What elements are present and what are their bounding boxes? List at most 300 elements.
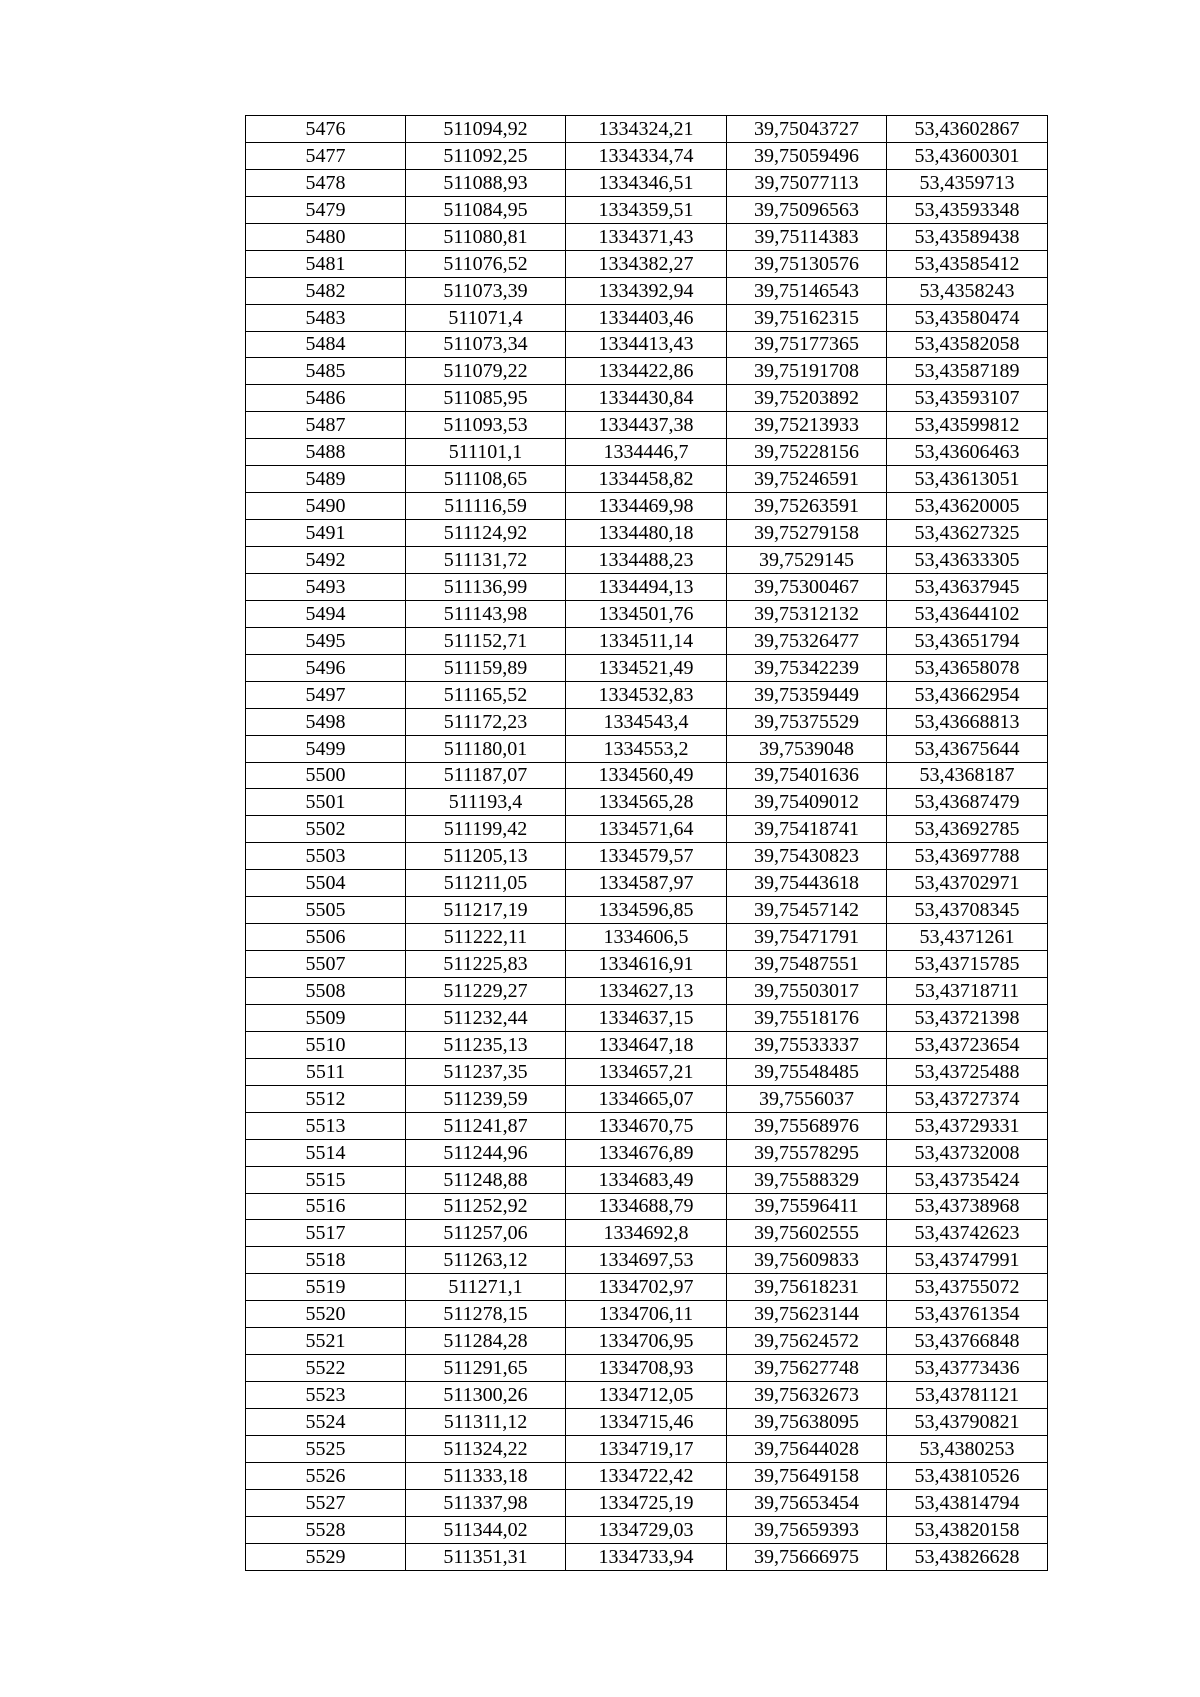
x-coordinate-cell: 511271,1 xyxy=(406,1274,566,1301)
table-row xyxy=(246,843,1048,870)
point-number-cell: 5524 xyxy=(246,1409,406,1436)
y-coordinate-cell: 1334565,28 xyxy=(566,789,727,816)
point-number-cell: 5480 xyxy=(246,223,406,250)
point-number-cell: 5483 xyxy=(246,304,406,331)
table-row xyxy=(246,816,1048,843)
y-coordinate-cell: 1334702,97 xyxy=(566,1274,727,1301)
latitude-cell: 53,43761354 xyxy=(887,1301,1048,1328)
x-coordinate-cell: 511333,18 xyxy=(406,1462,566,1489)
table-row xyxy=(246,1220,1048,1247)
table-row xyxy=(246,708,1048,735)
latitude-cell: 53,43585412 xyxy=(887,250,1048,277)
latitude-cell: 53,4371261 xyxy=(887,924,1048,951)
table-row xyxy=(246,897,1048,924)
y-coordinate-cell: 1334606,5 xyxy=(566,924,727,951)
point-number-cell: 5494 xyxy=(246,600,406,627)
x-coordinate-cell: 511152,71 xyxy=(406,627,566,654)
x-coordinate-cell: 511344,02 xyxy=(406,1516,566,1543)
y-coordinate-cell: 1334560,49 xyxy=(566,762,727,789)
point-number-cell: 5522 xyxy=(246,1355,406,1382)
table-row xyxy=(246,1328,1048,1355)
y-coordinate-cell: 1334437,38 xyxy=(566,412,727,439)
point-number-cell: 5487 xyxy=(246,412,406,439)
table-row xyxy=(246,412,1048,439)
latitude-cell: 53,43587189 xyxy=(887,358,1048,385)
table-row xyxy=(246,1139,1048,1166)
x-coordinate-cell: 511278,15 xyxy=(406,1301,566,1328)
latitude-cell: 53,4359713 xyxy=(887,169,1048,196)
y-coordinate-cell: 1334511,14 xyxy=(566,627,727,654)
latitude-cell: 53,43810526 xyxy=(887,1462,1048,1489)
latitude-cell: 53,43766848 xyxy=(887,1328,1048,1355)
latitude-cell: 53,43742623 xyxy=(887,1220,1048,1247)
coordinates-table-body xyxy=(246,116,1048,1571)
table-row xyxy=(246,169,1048,196)
latitude-cell: 53,43781121 xyxy=(887,1382,1048,1409)
point-number-cell: 5513 xyxy=(246,1112,406,1139)
x-coordinate-cell: 511092,25 xyxy=(406,142,566,169)
longitude-cell: 39,75246591 xyxy=(727,466,887,493)
point-number-cell: 5478 xyxy=(246,169,406,196)
table-row xyxy=(246,924,1048,951)
y-coordinate-cell: 1334706,11 xyxy=(566,1301,727,1328)
longitude-cell: 39,75228156 xyxy=(727,439,887,466)
y-coordinate-cell: 1334692,8 xyxy=(566,1220,727,1247)
longitude-cell: 39,75471791 xyxy=(727,924,887,951)
latitude-cell: 53,43725488 xyxy=(887,1058,1048,1085)
y-coordinate-cell: 1334413,43 xyxy=(566,331,727,358)
point-number-cell: 5521 xyxy=(246,1328,406,1355)
latitude-cell: 53,43738968 xyxy=(887,1193,1048,1220)
table-row xyxy=(246,304,1048,331)
y-coordinate-cell: 1334532,83 xyxy=(566,681,727,708)
longitude-cell: 39,75300467 xyxy=(727,573,887,600)
y-coordinate-cell: 1334670,75 xyxy=(566,1112,727,1139)
point-number-cell: 5507 xyxy=(246,951,406,978)
table-row xyxy=(246,789,1048,816)
y-coordinate-cell: 1334715,46 xyxy=(566,1409,727,1436)
y-coordinate-cell: 1334579,57 xyxy=(566,843,727,870)
latitude-cell: 53,43613051 xyxy=(887,466,1048,493)
latitude-cell: 53,43729331 xyxy=(887,1112,1048,1139)
table-row xyxy=(246,331,1048,358)
point-number-cell: 5499 xyxy=(246,735,406,762)
table-row xyxy=(246,1166,1048,1193)
latitude-cell: 53,43747991 xyxy=(887,1247,1048,1274)
x-coordinate-cell: 511073,39 xyxy=(406,277,566,304)
point-number-cell: 5529 xyxy=(246,1543,406,1570)
latitude-cell: 53,43702971 xyxy=(887,870,1048,897)
point-number-cell: 5512 xyxy=(246,1085,406,1112)
table-row xyxy=(246,142,1048,169)
x-coordinate-cell: 511094,92 xyxy=(406,116,566,143)
table-row xyxy=(246,1435,1048,1462)
longitude-cell: 39,75653454 xyxy=(727,1489,887,1516)
x-coordinate-cell: 511116,59 xyxy=(406,493,566,520)
y-coordinate-cell: 1334637,15 xyxy=(566,1004,727,1031)
x-coordinate-cell: 511252,92 xyxy=(406,1193,566,1220)
point-number-cell: 5503 xyxy=(246,843,406,870)
y-coordinate-cell: 1334469,98 xyxy=(566,493,727,520)
y-coordinate-cell: 1334725,19 xyxy=(566,1489,727,1516)
longitude-cell: 39,75263591 xyxy=(727,493,887,520)
x-coordinate-cell: 511088,93 xyxy=(406,169,566,196)
x-coordinate-cell: 511351,31 xyxy=(406,1543,566,1570)
latitude-cell: 53,43593107 xyxy=(887,385,1048,412)
latitude-cell: 53,43708345 xyxy=(887,897,1048,924)
x-coordinate-cell: 511337,98 xyxy=(406,1489,566,1516)
table-row xyxy=(246,358,1048,385)
point-number-cell: 5508 xyxy=(246,978,406,1005)
y-coordinate-cell: 1334494,13 xyxy=(566,573,727,600)
y-coordinate-cell: 1334708,93 xyxy=(566,1355,727,1382)
longitude-cell: 39,75162315 xyxy=(727,304,887,331)
x-coordinate-cell: 511084,95 xyxy=(406,196,566,223)
x-coordinate-cell: 511108,65 xyxy=(406,466,566,493)
point-number-cell: 5523 xyxy=(246,1382,406,1409)
longitude-cell: 39,75043727 xyxy=(727,116,887,143)
y-coordinate-cell: 1334458,82 xyxy=(566,466,727,493)
longitude-cell: 39,75177365 xyxy=(727,331,887,358)
point-number-cell: 5514 xyxy=(246,1139,406,1166)
y-coordinate-cell: 1334430,84 xyxy=(566,385,727,412)
y-coordinate-cell: 1334488,23 xyxy=(566,547,727,574)
y-coordinate-cell: 1334657,21 xyxy=(566,1058,727,1085)
point-number-cell: 5504 xyxy=(246,870,406,897)
point-number-cell: 5528 xyxy=(246,1516,406,1543)
x-coordinate-cell: 511300,26 xyxy=(406,1382,566,1409)
point-number-cell: 5525 xyxy=(246,1435,406,1462)
table-row xyxy=(246,1112,1048,1139)
y-coordinate-cell: 1334706,95 xyxy=(566,1328,727,1355)
longitude-cell: 39,75279158 xyxy=(727,520,887,547)
table-row xyxy=(246,1058,1048,1085)
table-row xyxy=(246,250,1048,277)
latitude-cell: 53,43658078 xyxy=(887,654,1048,681)
longitude-cell: 39,75487551 xyxy=(727,951,887,978)
longitude-cell: 39,75596411 xyxy=(727,1193,887,1220)
latitude-cell: 53,43580474 xyxy=(887,304,1048,331)
point-number-cell: 5516 xyxy=(246,1193,406,1220)
x-coordinate-cell: 511291,65 xyxy=(406,1355,566,1382)
point-number-cell: 5501 xyxy=(246,789,406,816)
x-coordinate-cell: 511124,92 xyxy=(406,520,566,547)
table-row xyxy=(246,116,1048,143)
latitude-cell: 53,43620005 xyxy=(887,493,1048,520)
table-row xyxy=(246,466,1048,493)
x-coordinate-cell: 511085,95 xyxy=(406,385,566,412)
latitude-cell: 53,43627325 xyxy=(887,520,1048,547)
y-coordinate-cell: 1334382,27 xyxy=(566,250,727,277)
point-number-cell: 5486 xyxy=(246,385,406,412)
table-row xyxy=(246,439,1048,466)
point-number-cell: 5495 xyxy=(246,627,406,654)
point-number-cell: 5518 xyxy=(246,1247,406,1274)
x-coordinate-cell: 511241,87 xyxy=(406,1112,566,1139)
longitude-cell: 39,75457142 xyxy=(727,897,887,924)
table-row xyxy=(246,1301,1048,1328)
table-row xyxy=(246,547,1048,574)
latitude-cell: 53,43644102 xyxy=(887,600,1048,627)
longitude-cell: 39,75649158 xyxy=(727,1462,887,1489)
point-number-cell: 5511 xyxy=(246,1058,406,1085)
longitude-cell: 39,75632673 xyxy=(727,1382,887,1409)
latitude-cell: 53,43790821 xyxy=(887,1409,1048,1436)
x-coordinate-cell: 511131,72 xyxy=(406,547,566,574)
table-row xyxy=(246,1247,1048,1274)
x-coordinate-cell: 511136,99 xyxy=(406,573,566,600)
table-row xyxy=(246,1274,1048,1301)
table-row xyxy=(246,520,1048,547)
longitude-cell: 39,75077113 xyxy=(727,169,887,196)
latitude-cell: 53,43602867 xyxy=(887,116,1048,143)
x-coordinate-cell: 511239,59 xyxy=(406,1085,566,1112)
point-number-cell: 5477 xyxy=(246,142,406,169)
longitude-cell: 39,75114383 xyxy=(727,223,887,250)
longitude-cell: 39,75624572 xyxy=(727,1328,887,1355)
latitude-cell: 53,43814794 xyxy=(887,1489,1048,1516)
point-number-cell: 5515 xyxy=(246,1166,406,1193)
table-row xyxy=(246,870,1048,897)
longitude-cell: 39,75146543 xyxy=(727,277,887,304)
longitude-cell: 39,75203892 xyxy=(727,385,887,412)
y-coordinate-cell: 1334371,43 xyxy=(566,223,727,250)
longitude-cell: 39,75342239 xyxy=(727,654,887,681)
point-number-cell: 5488 xyxy=(246,439,406,466)
table-row xyxy=(246,1085,1048,1112)
point-number-cell: 5510 xyxy=(246,1031,406,1058)
longitude-cell: 39,75548485 xyxy=(727,1058,887,1085)
x-coordinate-cell: 511180,01 xyxy=(406,735,566,762)
table-row xyxy=(246,1516,1048,1543)
x-coordinate-cell: 511225,83 xyxy=(406,951,566,978)
point-number-cell: 5496 xyxy=(246,654,406,681)
y-coordinate-cell: 1334403,46 xyxy=(566,304,727,331)
point-number-cell: 5489 xyxy=(246,466,406,493)
latitude-cell: 53,43727374 xyxy=(887,1085,1048,1112)
latitude-cell: 53,43599812 xyxy=(887,412,1048,439)
table-row xyxy=(246,1031,1048,1058)
longitude-cell: 39,75401636 xyxy=(727,762,887,789)
point-number-cell: 5506 xyxy=(246,924,406,951)
y-coordinate-cell: 1334521,49 xyxy=(566,654,727,681)
longitude-cell: 39,75409012 xyxy=(727,789,887,816)
table-row xyxy=(246,573,1048,600)
longitude-cell: 39,75627748 xyxy=(727,1355,887,1382)
longitude-cell: 39,7529145 xyxy=(727,547,887,574)
y-coordinate-cell: 1334688,79 xyxy=(566,1193,727,1220)
longitude-cell: 39,75130576 xyxy=(727,250,887,277)
longitude-cell: 39,75191708 xyxy=(727,358,887,385)
point-number-cell: 5505 xyxy=(246,897,406,924)
latitude-cell: 53,43600301 xyxy=(887,142,1048,169)
table-row xyxy=(246,951,1048,978)
y-coordinate-cell: 1334596,85 xyxy=(566,897,727,924)
y-coordinate-cell: 1334697,53 xyxy=(566,1247,727,1274)
longitude-cell: 39,75623144 xyxy=(727,1301,887,1328)
table-row xyxy=(246,762,1048,789)
longitude-cell: 39,75602555 xyxy=(727,1220,887,1247)
x-coordinate-cell: 511229,27 xyxy=(406,978,566,1005)
x-coordinate-cell: 511101,1 xyxy=(406,439,566,466)
latitude-cell: 53,43732008 xyxy=(887,1139,1048,1166)
longitude-cell: 39,75359449 xyxy=(727,681,887,708)
latitude-cell: 53,43697788 xyxy=(887,843,1048,870)
longitude-cell: 39,75666975 xyxy=(727,1543,887,1570)
table-row xyxy=(246,654,1048,681)
x-coordinate-cell: 511311,12 xyxy=(406,1409,566,1436)
table-row xyxy=(246,385,1048,412)
longitude-cell: 39,75375529 xyxy=(727,708,887,735)
x-coordinate-cell: 511257,06 xyxy=(406,1220,566,1247)
x-coordinate-cell: 511217,19 xyxy=(406,897,566,924)
y-coordinate-cell: 1334665,07 xyxy=(566,1085,727,1112)
table-row xyxy=(246,1193,1048,1220)
y-coordinate-cell: 1334553,2 xyxy=(566,735,727,762)
longitude-cell: 39,75638095 xyxy=(727,1409,887,1436)
latitude-cell: 53,43675644 xyxy=(887,735,1048,762)
latitude-cell: 53,43692785 xyxy=(887,816,1048,843)
longitude-cell: 39,75609833 xyxy=(727,1247,887,1274)
longitude-cell: 39,7539048 xyxy=(727,735,887,762)
x-coordinate-cell: 511244,96 xyxy=(406,1139,566,1166)
x-coordinate-cell: 511222,11 xyxy=(406,924,566,951)
table-row xyxy=(246,681,1048,708)
latitude-cell: 53,43718711 xyxy=(887,978,1048,1005)
table-row xyxy=(246,223,1048,250)
longitude-cell: 39,7556037 xyxy=(727,1085,887,1112)
latitude-cell: 53,43820158 xyxy=(887,1516,1048,1543)
y-coordinate-cell: 1334729,03 xyxy=(566,1516,727,1543)
point-number-cell: 5491 xyxy=(246,520,406,547)
point-number-cell: 5490 xyxy=(246,493,406,520)
y-coordinate-cell: 1334392,94 xyxy=(566,277,727,304)
y-coordinate-cell: 1334446,7 xyxy=(566,439,727,466)
latitude-cell: 53,43637945 xyxy=(887,573,1048,600)
point-number-cell: 5476 xyxy=(246,116,406,143)
table-row xyxy=(246,978,1048,1005)
latitude-cell: 53,43633305 xyxy=(887,547,1048,574)
table-row xyxy=(246,196,1048,223)
latitude-cell: 53,43773436 xyxy=(887,1355,1048,1382)
x-coordinate-cell: 511324,22 xyxy=(406,1435,566,1462)
x-coordinate-cell: 511199,42 xyxy=(406,816,566,843)
latitude-cell: 53,4368187 xyxy=(887,762,1048,789)
latitude-cell: 53,43606463 xyxy=(887,439,1048,466)
x-coordinate-cell: 511071,4 xyxy=(406,304,566,331)
table-row xyxy=(246,1489,1048,1516)
longitude-cell: 39,75418741 xyxy=(727,816,887,843)
point-number-cell: 5481 xyxy=(246,250,406,277)
y-coordinate-cell: 1334616,91 xyxy=(566,951,727,978)
longitude-cell: 39,75430823 xyxy=(727,843,887,870)
x-coordinate-cell: 511143,98 xyxy=(406,600,566,627)
point-number-cell: 5484 xyxy=(246,331,406,358)
point-number-cell: 5502 xyxy=(246,816,406,843)
latitude-cell: 53,43721398 xyxy=(887,1004,1048,1031)
latitude-cell: 53,43582058 xyxy=(887,331,1048,358)
x-coordinate-cell: 511232,44 xyxy=(406,1004,566,1031)
longitude-cell: 39,75644028 xyxy=(727,1435,887,1462)
y-coordinate-cell: 1334359,51 xyxy=(566,196,727,223)
longitude-cell: 39,75618231 xyxy=(727,1274,887,1301)
latitude-cell: 53,43735424 xyxy=(887,1166,1048,1193)
x-coordinate-cell: 511165,52 xyxy=(406,681,566,708)
longitude-cell: 39,75588329 xyxy=(727,1166,887,1193)
table-row xyxy=(246,1355,1048,1382)
y-coordinate-cell: 1334719,17 xyxy=(566,1435,727,1462)
point-number-cell: 5498 xyxy=(246,708,406,735)
point-number-cell: 5479 xyxy=(246,196,406,223)
latitude-cell: 53,43687479 xyxy=(887,789,1048,816)
longitude-cell: 39,75518176 xyxy=(727,1004,887,1031)
x-coordinate-cell: 511193,4 xyxy=(406,789,566,816)
point-number-cell: 5493 xyxy=(246,573,406,600)
y-coordinate-cell: 1334587,97 xyxy=(566,870,727,897)
y-coordinate-cell: 1334422,86 xyxy=(566,358,727,385)
x-coordinate-cell: 511248,88 xyxy=(406,1166,566,1193)
point-number-cell: 5517 xyxy=(246,1220,406,1247)
longitude-cell: 39,75659393 xyxy=(727,1516,887,1543)
x-coordinate-cell: 511073,34 xyxy=(406,331,566,358)
longitude-cell: 39,75059496 xyxy=(727,142,887,169)
latitude-cell: 53,43755072 xyxy=(887,1274,1048,1301)
point-number-cell: 5485 xyxy=(246,358,406,385)
point-number-cell: 5492 xyxy=(246,547,406,574)
y-coordinate-cell: 1334543,4 xyxy=(566,708,727,735)
latitude-cell: 53,43723654 xyxy=(887,1031,1048,1058)
x-coordinate-cell: 511263,12 xyxy=(406,1247,566,1274)
table-row xyxy=(246,1462,1048,1489)
latitude-cell: 53,43593348 xyxy=(887,196,1048,223)
x-coordinate-cell: 511205,13 xyxy=(406,843,566,870)
latitude-cell: 53,4358243 xyxy=(887,277,1048,304)
y-coordinate-cell: 1334722,42 xyxy=(566,1462,727,1489)
longitude-cell: 39,75578295 xyxy=(727,1139,887,1166)
table-row xyxy=(246,277,1048,304)
table-row xyxy=(246,1382,1048,1409)
table-row xyxy=(246,600,1048,627)
longitude-cell: 39,75096563 xyxy=(727,196,887,223)
x-coordinate-cell: 511079,22 xyxy=(406,358,566,385)
y-coordinate-cell: 1334480,18 xyxy=(566,520,727,547)
y-coordinate-cell: 1334324,21 xyxy=(566,116,727,143)
latitude-cell: 53,4380253 xyxy=(887,1435,1048,1462)
x-coordinate-cell: 511284,28 xyxy=(406,1328,566,1355)
y-coordinate-cell: 1334501,76 xyxy=(566,600,727,627)
point-number-cell: 5519 xyxy=(246,1274,406,1301)
x-coordinate-cell: 511211,05 xyxy=(406,870,566,897)
x-coordinate-cell: 511080,81 xyxy=(406,223,566,250)
y-coordinate-cell: 1334676,89 xyxy=(566,1139,727,1166)
latitude-cell: 53,43826628 xyxy=(887,1543,1048,1570)
point-number-cell: 5526 xyxy=(246,1462,406,1489)
longitude-cell: 39,75213933 xyxy=(727,412,887,439)
y-coordinate-cell: 1334571,64 xyxy=(566,816,727,843)
point-number-cell: 5497 xyxy=(246,681,406,708)
y-coordinate-cell: 1334712,05 xyxy=(566,1382,727,1409)
point-number-cell: 5500 xyxy=(246,762,406,789)
y-coordinate-cell: 1334647,18 xyxy=(566,1031,727,1058)
x-coordinate-cell: 511093,53 xyxy=(406,412,566,439)
table-row xyxy=(246,1409,1048,1436)
longitude-cell: 39,75533337 xyxy=(727,1031,887,1058)
y-coordinate-cell: 1334733,94 xyxy=(566,1543,727,1570)
latitude-cell: 53,43651794 xyxy=(887,627,1048,654)
x-coordinate-cell: 511159,89 xyxy=(406,654,566,681)
x-coordinate-cell: 511237,35 xyxy=(406,1058,566,1085)
coordinates-table xyxy=(245,115,1048,1571)
